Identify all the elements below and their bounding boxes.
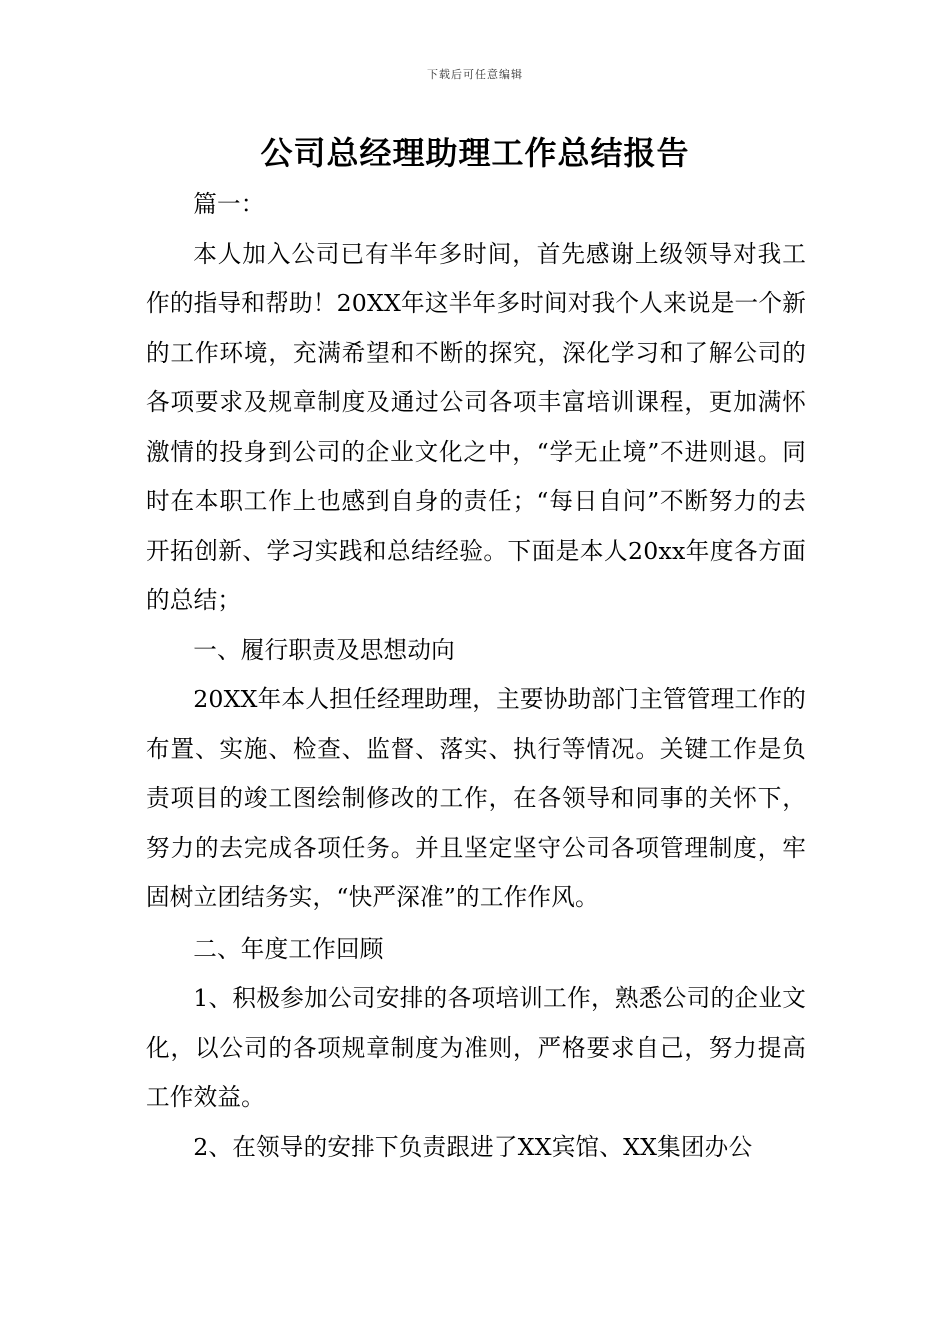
duties-paragraph: 20XX年本人担任经理助理，主要协助部门主管管理工作的布置、实施、检查、监督、落实、执行等情况。关键工作是负责项目的竣工图绘制修改的工作，在各领导和同事的关怀下，努力的去完成各项任务。并且坚定坚守公司各项管理制度，牢固树立团结务实，“快严深准”的工作作风。 <box>146 685 806 911</box>
review-item-2: 2、在领导的安排下负责跟进了XX宾馆、XX集团办公 <box>193 1132 753 1161</box>
section-label: 篇一： <box>193 190 265 218</box>
section-heading-1: 一、履行职责及思想动向 <box>193 635 455 664</box>
intro-paragraph: 本人加入公司已有半年多时间，首先感谢上级领导对我工作的指导和帮助！20XX年这半年多时间对我个人来说是一个新的工作环境，充满希望和不断的探究，深化学习和了解公司的各项要求及规章制度及通过公司各项丰富培训课程，更加满怀激情的投身到公司的企业文化之中，“学无止境”不进则退。同时在本职工作上也感到自身的责任；“每日自问”不断努力的去开拓创新、学习实践和总结经验。下面是本人20xx年度各方面的总结； <box>146 239 806 614</box>
document-body <box>146 180 806 1172</box>
document-title: 公司总经理助理工作总结报告 <box>260 134 690 172</box>
header-note: 下载后可任意编辑 <box>427 68 523 81</box>
review-item-1: 1、积极参加公司安排的各项培训工作，熟悉公司的企业文化，以公司的各项规章制度为准则，严格要求自己，努力提高工作效益。 <box>146 984 806 1111</box>
section-heading-2: 二、年度工作回顾 <box>193 934 384 963</box>
